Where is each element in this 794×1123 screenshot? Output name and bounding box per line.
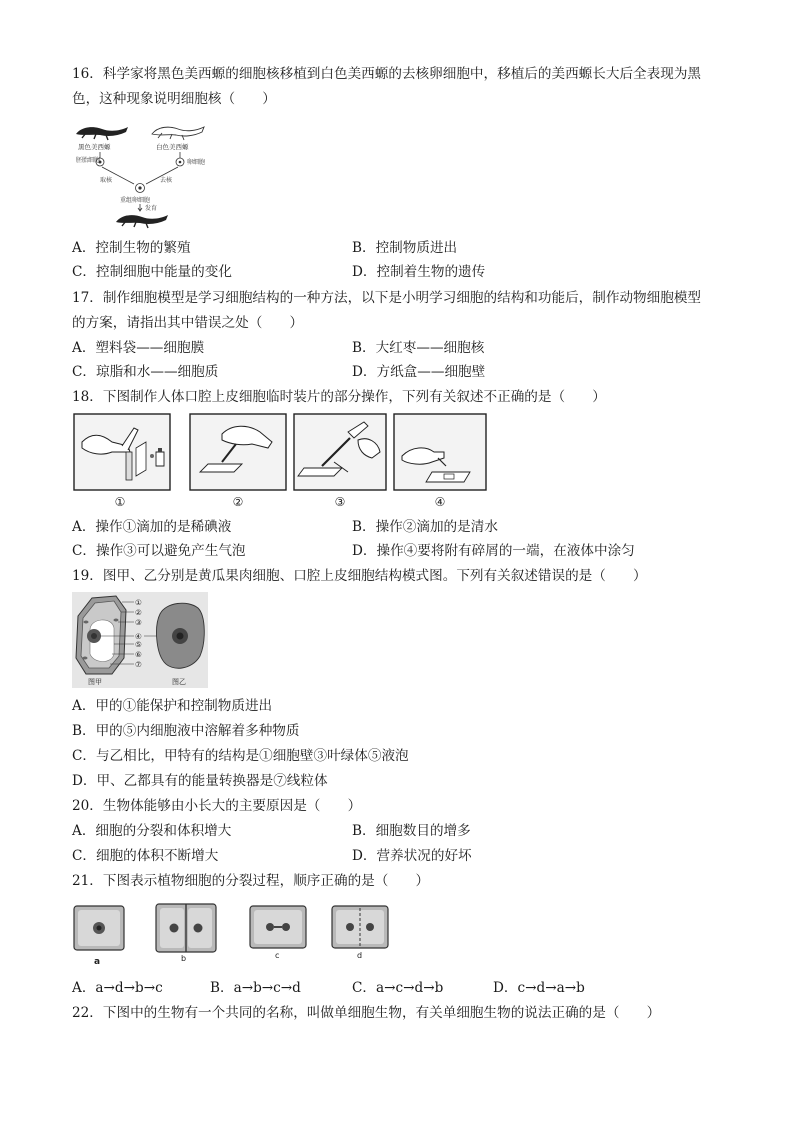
operation-1-panel	[74, 414, 170, 490]
nucleus-taken-label: 取核	[100, 177, 113, 184]
q17-option-b[interactable]: B．大红枣——细胞核	[352, 340, 485, 356]
q18-option-b[interactable]: B．操作②滴加的是清水	[352, 519, 498, 535]
q21-option-b[interactable]: B．a→b→c→d	[210, 980, 301, 996]
q18-option-a[interactable]: A．操作①滴加的是稀碘液	[72, 519, 232, 535]
q17-option-a[interactable]: A．塑料袋——细胞膜	[72, 340, 205, 356]
division-stage-b-icon	[156, 904, 216, 952]
q17-option-d[interactable]: D．方纸盒——细胞壁	[352, 364, 486, 380]
q21-option-d[interactable]: D．c→d→a→b	[493, 980, 585, 996]
q19-option-a[interactable]: A．甲的①能保护和控制物质进出	[72, 698, 273, 714]
q18-option-d[interactable]: D．操作④要将附有碎屑的一端，在液体中涂匀	[352, 543, 635, 559]
division-stage-c-icon	[250, 906, 306, 948]
label-6: ⑥	[135, 650, 142, 659]
q20-option-b[interactable]: B．细胞数目的增多	[352, 823, 471, 839]
operation-2-panel	[190, 414, 286, 490]
q21-option-a[interactable]: A．a→d→b→c	[72, 980, 163, 996]
q22-stem-line1: 22．下图中的生物有一个共同的名称，叫做单细胞生物，有关单细胞生物的说法正确的是（ ）	[72, 1005, 661, 1021]
operation-4-label: ④	[434, 495, 446, 509]
black-salamander-icon	[76, 127, 128, 140]
stage-a-label: a	[94, 957, 101, 967]
label-3: ③	[135, 618, 142, 627]
operation-2-label: ②	[232, 495, 244, 509]
operation-3-panel	[294, 414, 386, 490]
develop-label: 发育	[145, 205, 158, 212]
q16-option-d[interactable]: D．控制着生物的遗传	[352, 264, 486, 280]
stage-b-label: b	[181, 954, 187, 963]
q21-option-c[interactable]: C．a→c→d→b	[352, 980, 444, 996]
q16-stem-line2: 色，这种现象说明细胞核（ ）	[72, 91, 276, 107]
q20-option-d[interactable]: D．营养状况的好坏	[352, 848, 472, 864]
q19-option-b[interactable]: B．甲的⑤内细胞液中溶解着多种物质	[72, 723, 300, 739]
operation-4-panel	[394, 414, 486, 490]
black-salamander-label: 黑色美西螈	[78, 143, 111, 151]
label-5: ⑤	[135, 640, 142, 649]
q19-stem-line1: 19．图甲、乙分别是黄瓜果肉细胞、口腔上皮细胞结构模式图。下列有关叙述错误的是（ ）	[72, 568, 647, 584]
label-yi: 图乙	[172, 678, 186, 686]
recombined-label: 重组卵细胞	[120, 197, 151, 204]
result-black-salamander-icon	[116, 215, 168, 228]
animal-cell-yi-icon	[157, 603, 205, 668]
q20-option-c[interactable]: C．细胞的体积不断增大	[72, 848, 219, 864]
egg-label: 卵细胞	[187, 159, 206, 166]
q21-stem-line1: 21．下图表示植物细胞的分裂过程，顺序正确的是（ ）	[72, 873, 430, 889]
q19-option-d[interactable]: D．甲、乙都具有的能量转换器是⑦线粒体	[72, 773, 328, 789]
label-7: ⑦	[135, 660, 142, 669]
label-4: ④	[135, 632, 142, 641]
label-2: ②	[135, 608, 142, 617]
q20-stem-line1: 20．生物体能够由小长大的主要原因是（ ）	[72, 798, 362, 814]
cell-structure-figure	[72, 592, 208, 688]
stage-c-label: c	[275, 951, 280, 960]
embryo-label: 胚胎细胞	[76, 157, 101, 164]
salamander-nuclear-transfer-figure	[72, 118, 212, 230]
division-stage-d-icon	[332, 906, 388, 948]
q18-stem-line1: 18．下图制作人体口腔上皮细胞临时装片的部分操作，下列有关叙述不正确的是（ ）	[72, 389, 606, 405]
q16-option-b[interactable]: B．控制物质进出	[352, 240, 458, 256]
white-salamander-label: 白色美西螈	[156, 143, 189, 151]
q16-option-a[interactable]: A．控制生物的繁殖	[72, 240, 191, 256]
q16-option-c[interactable]: C．控制细胞中能量的变化	[72, 264, 232, 280]
q20-option-a[interactable]: A．细胞的分裂和体积增大	[72, 823, 232, 839]
q18-option-c[interactable]: C．操作③可以避免产生气泡	[72, 543, 246, 559]
enucleate-label: 去核	[160, 177, 173, 184]
cell-division-figure	[72, 902, 392, 968]
label-1: ①	[135, 598, 142, 607]
label-jia: 图甲	[88, 678, 102, 686]
q16-stem-line1: 16．科学家将黑色美西螈的细胞核移植到白色美西螈的去核卵细胞中，移植后的美西螈长大后全表现为黑	[72, 66, 702, 82]
q17-option-c[interactable]: C．琼脂和水——细胞质	[72, 364, 219, 380]
q17-stem-line2: 的方案，请指出其中错误之处（ ）	[72, 315, 304, 331]
slide-preparation-figure	[72, 412, 492, 512]
q19-option-c[interactable]: C．与乙相比，甲特有的结构是①细胞壁③叶绿体⑤液泡	[72, 748, 409, 764]
white-salamander-icon	[152, 127, 204, 140]
q17-stem-line1: 17．制作细胞模型是学习细胞结构的一种方法，以下是小明学习细胞的结构和功能后，制作动物细胞模型	[72, 290, 702, 306]
operation-3-label: ③	[334, 495, 346, 509]
stage-d-label: d	[357, 951, 363, 960]
operation-1-label: ①	[114, 495, 126, 509]
division-stage-a-icon	[74, 906, 124, 950]
